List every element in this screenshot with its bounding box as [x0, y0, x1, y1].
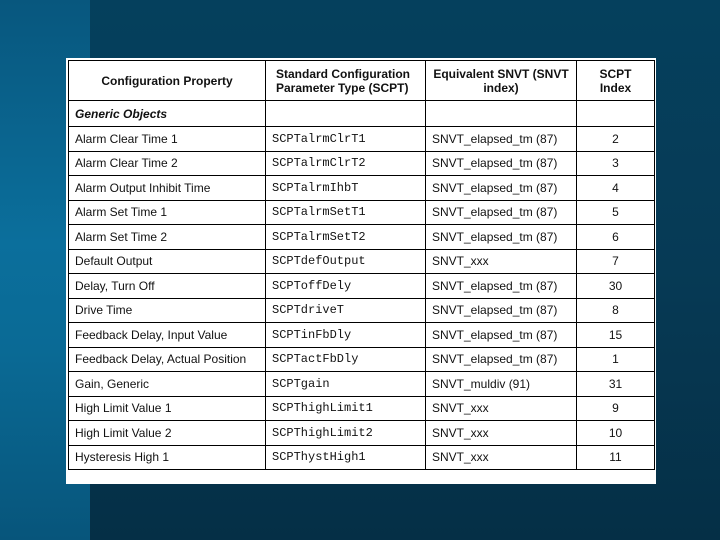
snvt-cell: SNVT_elapsed_tm (87)	[426, 127, 577, 152]
table-row	[69, 127, 655, 152]
scpt-cell: SCPTdefOutput	[266, 249, 426, 274]
table-row	[69, 396, 655, 421]
index-cell: 11	[577, 445, 655, 470]
index-cell: 1	[577, 347, 655, 372]
table-sheet	[66, 58, 656, 484]
index-cell: 3	[577, 151, 655, 176]
index-cell: 4	[577, 176, 655, 201]
snvt-cell: SNVT_elapsed_tm (87)	[426, 323, 577, 348]
table-row	[69, 298, 655, 323]
snvt-cell: SNVT_elapsed_tm (87)	[426, 200, 577, 225]
table-row	[69, 347, 655, 372]
table-row	[69, 249, 655, 274]
scpt-cell: SCPThystHigh1	[266, 445, 426, 470]
scpt-cell: SCPThighLimit2	[266, 421, 426, 446]
snvt-cell: SNVT_xxx	[426, 421, 577, 446]
property-cell: Feedback Delay, Actual Position	[69, 347, 266, 372]
scpt-cell: SCPTalrmClrT1	[266, 127, 426, 152]
property-cell: Alarm Output Inhibit Time	[69, 176, 266, 201]
table-row	[69, 372, 655, 397]
table-row	[69, 151, 655, 176]
index-cell: 6	[577, 225, 655, 250]
section-row	[69, 101, 655, 127]
index-cell: 5	[577, 200, 655, 225]
table-row	[69, 323, 655, 348]
snvt-cell: SNVT_elapsed_tm (87)	[426, 225, 577, 250]
header-scpt-type: Standard Configuration Parameter Type (SCPT)	[266, 61, 426, 101]
header-snvt: Equivalent SNVT (SNVT index)	[426, 61, 577, 101]
snvt-cell: SNVT_xxx	[426, 445, 577, 470]
table-row	[69, 225, 655, 250]
property-cell: High Limit Value 1	[69, 396, 266, 421]
table-row	[69, 445, 655, 470]
snvt-cell: SNVT_xxx	[426, 396, 577, 421]
property-cell: Gain, Generic	[69, 372, 266, 397]
index-cell: 7	[577, 249, 655, 274]
scpt-cell: SCPTalrmSetT1	[266, 200, 426, 225]
index-cell: 30	[577, 274, 655, 299]
property-cell: Drive Time	[69, 298, 266, 323]
scpt-cell: SCPToffDely	[266, 274, 426, 299]
scpt-cell: SCPTalrmIhbT	[266, 176, 426, 201]
header-configuration-property: Configuration Property	[69, 61, 266, 101]
property-cell: Default Output	[69, 249, 266, 274]
property-cell: Alarm Clear Time 2	[69, 151, 266, 176]
scpt-cell: SCPTdriveT	[266, 298, 426, 323]
property-cell: Feedback Delay, Input Value	[69, 323, 266, 348]
index-cell: 2	[577, 127, 655, 152]
table-row	[69, 421, 655, 446]
index-cell: 9	[577, 396, 655, 421]
property-cell: Alarm Set Time 1	[69, 200, 266, 225]
property-cell: High Limit Value 2	[69, 421, 266, 446]
section-empty-cell	[266, 101, 426, 127]
property-cell: Hysteresis High 1	[69, 445, 266, 470]
index-cell: 31	[577, 372, 655, 397]
table-row	[69, 176, 655, 201]
header-scpt-index: SCPT Index	[577, 61, 655, 101]
scpt-cell: SCPThighLimit1	[266, 396, 426, 421]
scpt-cell: SCPTalrmClrT2	[266, 151, 426, 176]
scpt-cell: SCPTinFbDly	[266, 323, 426, 348]
snvt-cell: SNVT_elapsed_tm (87)	[426, 176, 577, 201]
section-empty-cell	[426, 101, 577, 127]
table-row	[69, 200, 655, 225]
property-cell: Alarm Clear Time 1	[69, 127, 266, 152]
index-cell: 10	[577, 421, 655, 446]
table-row	[69, 274, 655, 299]
index-cell: 15	[577, 323, 655, 348]
scpt-cell: SCPTgain	[266, 372, 426, 397]
property-cell: Delay, Turn Off	[69, 274, 266, 299]
section-empty-cell	[577, 101, 655, 127]
property-cell: Alarm Set Time 2	[69, 225, 266, 250]
header-row	[69, 61, 655, 101]
index-cell: 8	[577, 298, 655, 323]
snvt-cell: SNVT_elapsed_tm (87)	[426, 151, 577, 176]
scpt-cell: SCPTalrmSetT2	[266, 225, 426, 250]
scpt-cell: SCPTactFbDly	[266, 347, 426, 372]
snvt-cell: SNVT_elapsed_tm (87)	[426, 274, 577, 299]
snvt-cell: SNVT_muldiv (91)	[426, 372, 577, 397]
section-label: Generic Objects	[69, 101, 266, 127]
snvt-cell: SNVT_xxx	[426, 249, 577, 274]
snvt-cell: SNVT_elapsed_tm (87)	[426, 347, 577, 372]
snvt-cell: SNVT_elapsed_tm (87)	[426, 298, 577, 323]
scpt-table	[68, 60, 655, 470]
